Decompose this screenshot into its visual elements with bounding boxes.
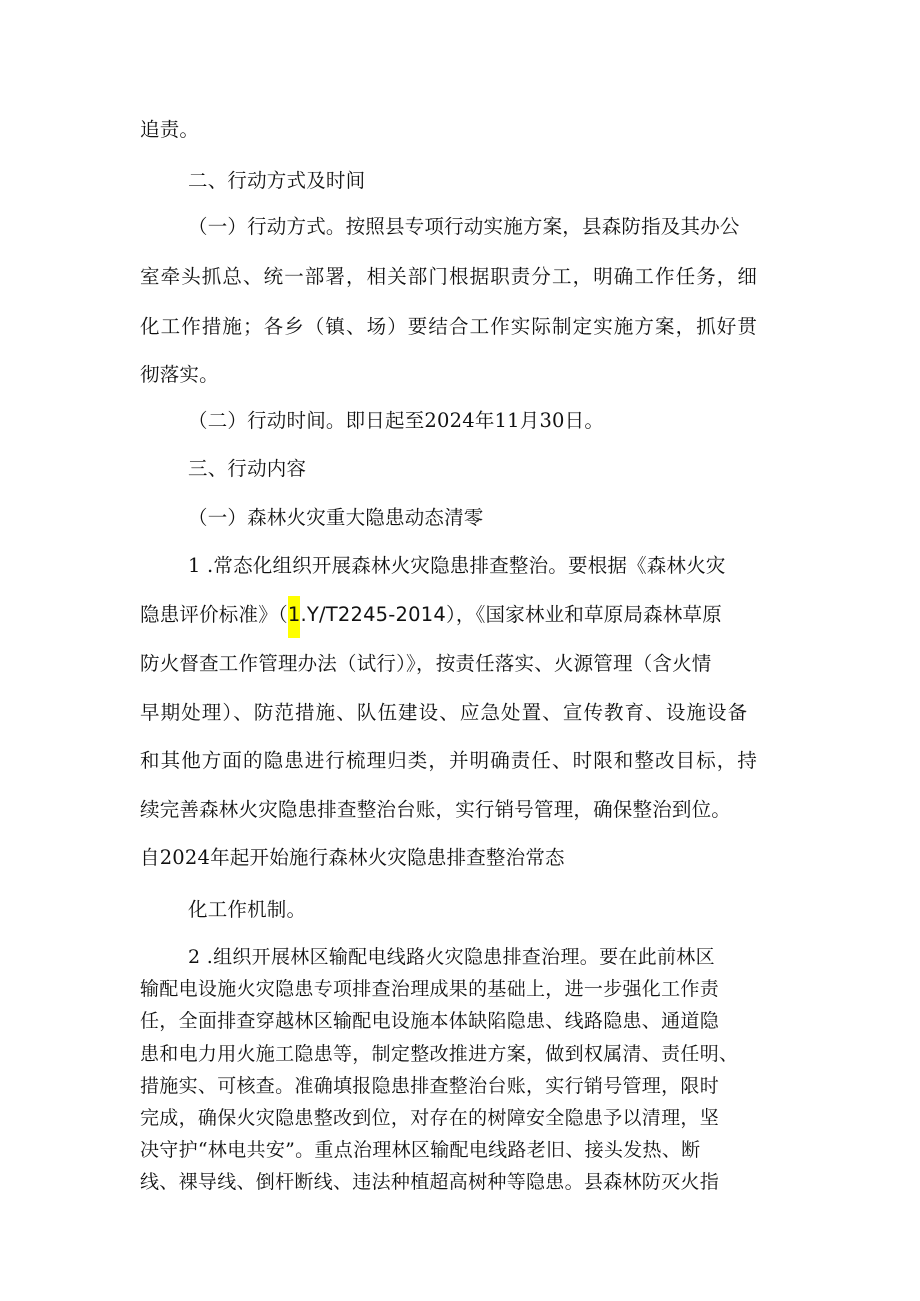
paragraph-line: 追责。: [140, 118, 200, 141]
paragraph-line: 彻落实。: [140, 363, 219, 386]
paragraph-line: 早期处理）、防范措施、队伍建设、应急处置、宣传教育、设施设备: [140, 701, 749, 724]
section-heading: 三、行动内容: [188, 457, 307, 480]
paragraph-line: 措施实、可核查。准确填报隐患排查整治台账，实行销号管理，限时: [140, 1075, 720, 1097]
paragraph-line: 自2024年起开始施行森林火灾隐患排查整治常态: [140, 846, 565, 869]
paragraph-line: 1 .常态化组织开展森林火灾隐患排查整治。要根据《森林火灾: [188, 554, 726, 577]
paragraph-line: （一）行动方式。按照县专项行动实施方案，县森防指及其办公: [188, 215, 740, 238]
paragraph-line: 完成，确保火灾隐患整改到位，对存在的树障安全隐患予以清理，坚: [140, 1107, 720, 1129]
paragraph-line: （二）行动时间。即日起至2024年11月30日。: [188, 409, 605, 432]
paragraph-line: 决守护“林电共安”。重点治理林区输配电线路老旧、接头发热、断: [140, 1139, 701, 1161]
paragraph-line: 化工作措施；各乡（镇、场）要结合工作实际制定实施方案，抓好贯: [140, 315, 759, 338]
paragraph-line: 防火督查工作管理办法（试行）》，按责任落实、火源管理（含火情: [140, 652, 712, 675]
line-text: 隐患评价标准》（: [140, 603, 288, 626]
paragraph-line: 任，全面排查穿越林区输配电设施本体缺陷隐患、线路隐患、通道隐: [140, 1010, 720, 1032]
paragraph-line: 输配电设施火灾隐患专项排查治理成果的基础上，进一步强化工作责: [140, 978, 720, 1000]
section-heading: 二、行动方式及时间: [188, 169, 366, 192]
paragraph-line: 和其他方面的隐患进行梳理归类，并明确责任、时限和整改目标，持: [140, 749, 759, 772]
paragraph-line: 室牵头抓总、统一部署，相关部门根据职责分工，明确工作任务，细: [140, 265, 759, 288]
paragraph-line: 线、裸导线、倒杆断线、违法种植超高树种等隐患。县森林防灭火指: [140, 1171, 720, 1193]
highlighted-text: 1: [288, 596, 301, 638]
line-text: .Y/T2245-2014），《国家林业和草原局森林草原: [300, 603, 722, 626]
paragraph-line: 续完善森林火灾隐患排查整治台账，实行销号管理，确保整治到位。: [140, 798, 732, 821]
paragraph-line: 化工作机制。: [188, 898, 307, 921]
paragraph-line: 2 .组织开展林区输配电线路火灾隐患排查治理。要在此前林区: [188, 946, 715, 968]
paragraph-line: [140, 602, 722, 628]
subsection-heading: （一）森林火灾重大隐患动态清零: [188, 506, 484, 529]
paragraph-line: 患和电力用火施工隐患等，制定整改推进方案，做到权属清、责任明、: [140, 1043, 739, 1065]
